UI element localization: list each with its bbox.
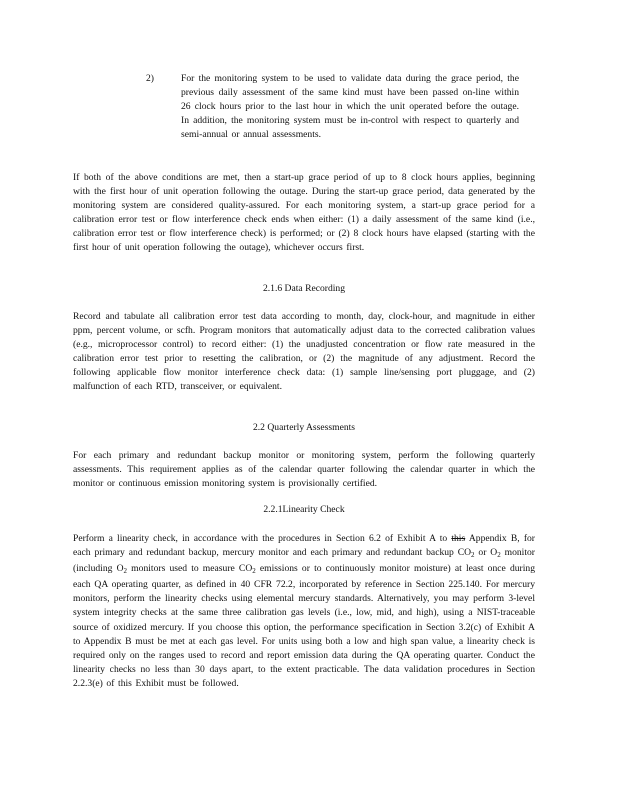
linearity-text-2: Appendix B, for each primary and redundant backup, mercury monitor and each primary and redundant backup CO — [73, 533, 536, 559]
grace-period-paragraph: If both of the above conditions are met, then a start-up grace period of up to 8 clock hours applies, beginning with the first hour of unit operation following the outage. During the start-up grace period, data generated by the monitoring system are considered quality-assured. For each monitoring system, a start-up grace period for a calibration error test or flow interference check ends when either: (1) a daily assessment of the same kind (i.e., calibration error test or flow interference check) is performed; or (2) 8 clock hours have elapsed (starting with the first hour of unit operation following the outage), whichever occurs first. — [73, 172, 535, 254]
list-item-text: For the monitoring system to be used to validate data during the grace period, the previous daily assessment of the same kind must have been passed on-line within 26 clock hours prior to the last hour in which the unit operated before the outage. In addition, the monitoring system must be in-control with respect to quarterly and semi-annual or annual assessments. — [181, 73, 519, 141]
list-item-number: 2) — [146, 73, 154, 84]
linearity-text-3: or O — [474, 547, 498, 559]
subscript-2: 2 — [497, 551, 501, 560]
struck-text: this — [451, 533, 466, 544]
section-heading-2-2: 2.2 Quarterly Assessments — [252, 422, 356, 433]
section-heading-2-1-6: 2.1.6 Data Recording — [262, 283, 346, 294]
quarterly-assessments-paragraph: For each primary and redundant backup monitor or monitoring system, perform the following quarterly assessments. This requirement applies as of the calendar quarter following the calendar quarter in which the monitor or continuous emission monitoring system is provisionally certified. — [73, 450, 535, 490]
linearity-text-1: Perform a linearity check, in accordance with the procedures in Section 6.2 of Exhibit A to — [73, 533, 452, 544]
section-heading-2-2-1: 2.2.1Linearity Check — [263, 504, 345, 515]
linearity-text-5: monitors used to measure CO — [127, 563, 253, 575]
subscript-2: 2 — [471, 551, 475, 560]
linearity-text-6: emissions or to continuously monitor moisture) at least once during each QA operating quarter, as defined in 40 CFR 72.2, incorporated by reference in Section 225.140. For mercury monitors, perform the linearity checks using elemental mercury standards. Alternatively, you may perform 3-level system integrity checks at the same three calibration gas levels (i.e., low, mid, and high), using a NIST-traceable source of oxidized mercury. If you choose this option, the performance specification in Section 3.2(c) of Exhibit A to Appendix B must be met at each gas level. For units using both a low and high span value, a linearity check is required only on the ranges used to record and report emission data during the QA operating quarter. Conduct the linearity checks no less than 30 days apart, to the extent practicable. The data validation procedures in Section 2.2.3(e) of this Exhibit must be followed. — [73, 563, 535, 689]
linearity-text-4: monitor (including O — [73, 547, 535, 575]
data-recording-paragraph: Record and tabulate all calibration error test data according to month, day, clock-hour, and magnitude in either ppm, percent volume, or scfh. Program monitors that automatically adjust data to the corrected calibration values (e.g., microprocessor control) to record either: (1) the unadjusted concentration or flow rate measured in the calibration error test prior to resetting the calibration, or (2) the magnitude of any adjustment. Record the following applicable flow monitor interference check data: (1) sample line/sensing port pluggage, and (2) malfunction of each RTD, transceiver, or equivalent. — [73, 311, 535, 393]
subscript-2: 2 — [123, 567, 128, 576]
subscript-2: 2 — [252, 567, 256, 576]
linearity-check-paragraph — [73, 532, 535, 691]
